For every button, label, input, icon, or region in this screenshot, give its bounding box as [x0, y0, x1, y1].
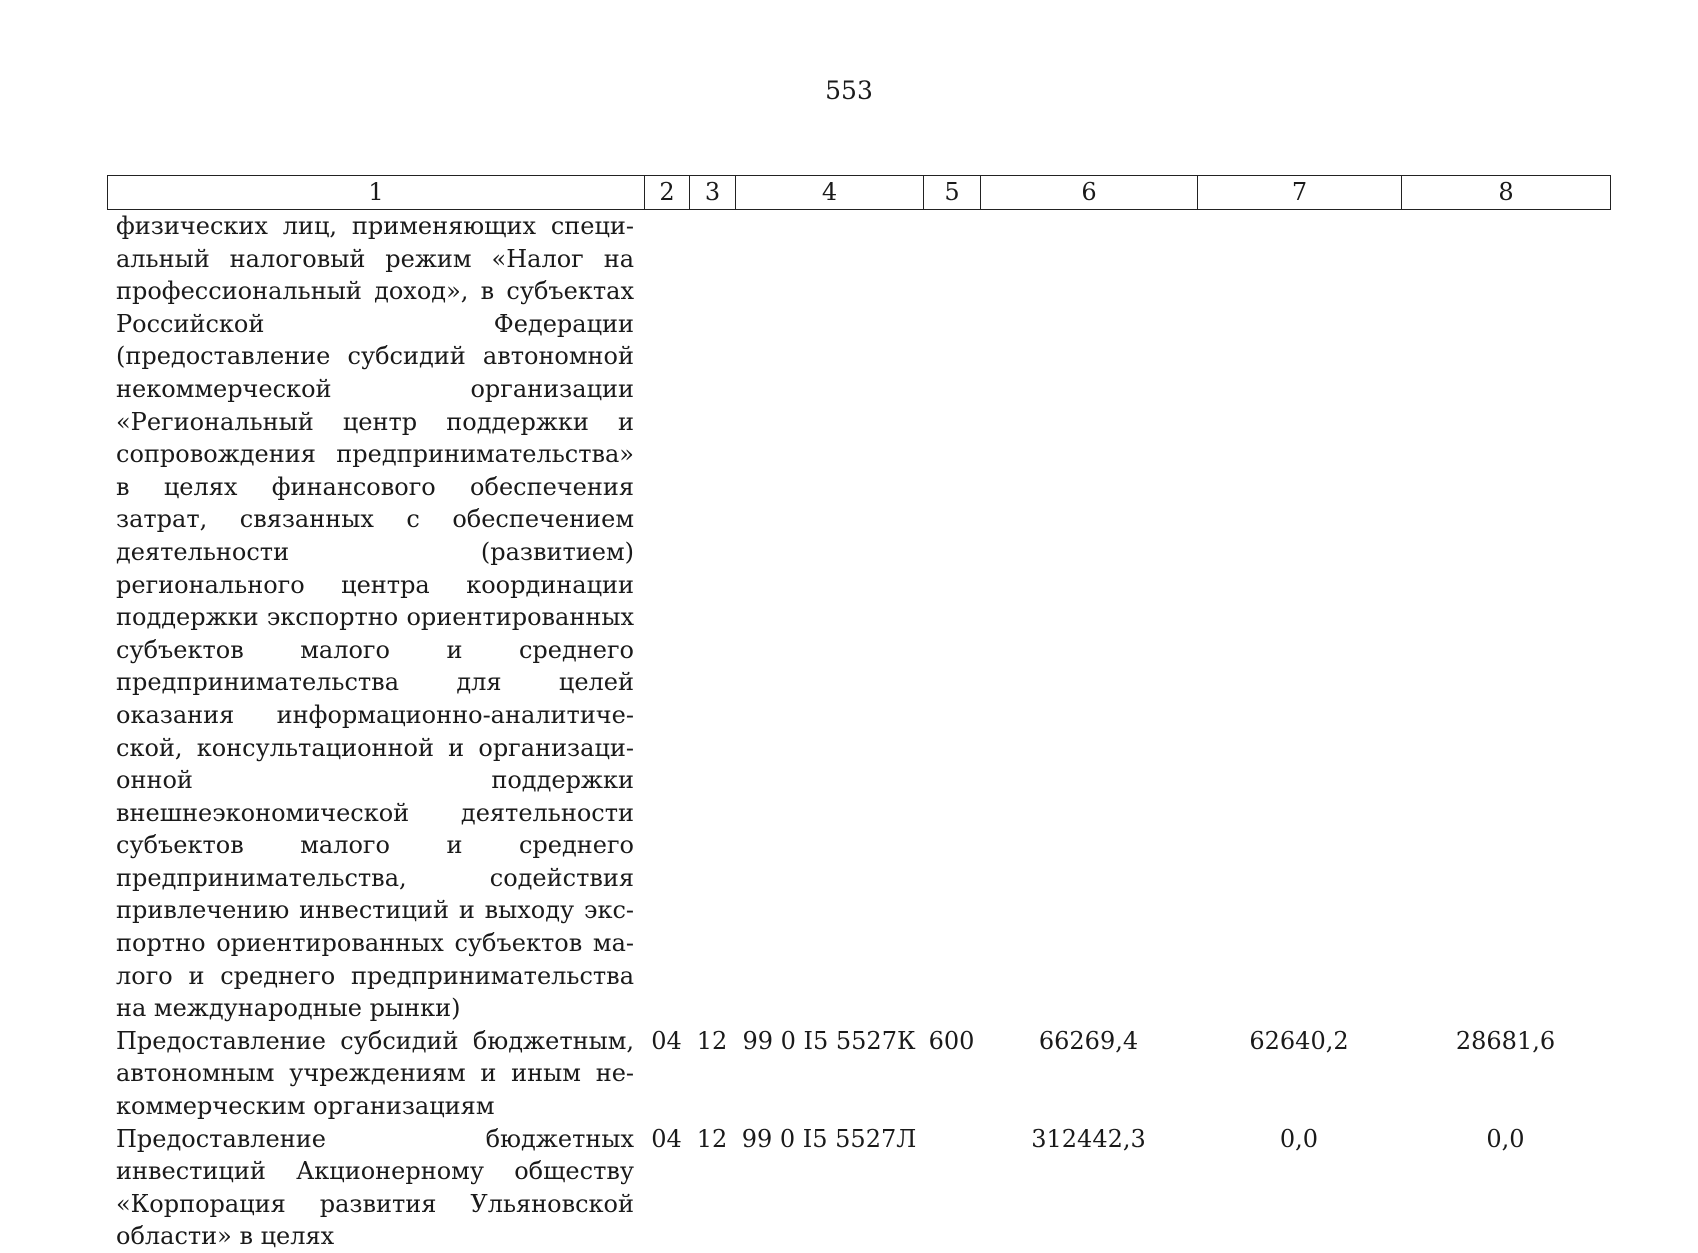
row-subsection: [689, 210, 735, 1025]
row-description: Предоставление субсидий бюджетным, автономным учреждениям и иным некоммерческим организациям: [116, 1026, 634, 1121]
row-section: 04: [651, 1026, 682, 1055]
table-row: [107, 210, 1610, 1025]
row-expense-type: 600: [928, 1026, 975, 1055]
row-target-code: [735, 210, 923, 1025]
header-col-4: 4: [736, 176, 924, 210]
header-row: [108, 176, 1611, 210]
row-amount-year2: 0,0: [1279, 1124, 1319, 1153]
row-expense-type: [923, 1123, 980, 1253]
table-row: [107, 1123, 1610, 1253]
row-amount-year3: [1401, 210, 1610, 1025]
row-amount-year1: [980, 210, 1197, 1025]
row-description: Предоставление бюджетных инвестиций Акционерному обществу «Корпорация развития Ульяновской области» в целях: [116, 1124, 634, 1251]
row-description: физических лиц, применяющих специальный налоговый режим «Налог на профессиональный доход», в субъектах Российской Федерации (предоставление субсидий автономной некоммерческой организации «Региональный центр поддержки и сопровождения предпринимательства» в целях финансового обеспечения затрат, связанных с обеспечением деятельности (развитием) регионального центра координации поддержки экспортно ориентированных субъектов малого и среднего предпринимательства для целей оказания информационно-аналитической, консультационной и организационной поддержки внешнеэкономической деятельности субъектов малого и среднего предпринимательства, содействия привлечению инвестиций и выходу экспортно ориентированных субъектов малого и среднего предпринимательства на международные рынки): [116, 212, 634, 1023]
column-header-table: [107, 175, 1611, 210]
row-section: [644, 210, 689, 1025]
header-col-3: 3: [690, 176, 736, 210]
table-row: [107, 1025, 1610, 1123]
row-section: 04: [651, 1124, 682, 1153]
row-amount-year2: [1197, 210, 1401, 1025]
row-target-code: 99 0 I5 5527К: [742, 1026, 916, 1055]
page-number: 553: [825, 76, 873, 105]
row-amount-year2: 62640,2: [1249, 1026, 1349, 1055]
row-subsection: 12: [696, 1124, 728, 1153]
row-amount-year3: 28681,6: [1455, 1026, 1556, 1055]
header-col-1: 1: [108, 176, 645, 210]
row-amount-year1: 312442,3: [1031, 1124, 1146, 1153]
header-col-6: 6: [981, 176, 1198, 210]
header-col-5: 5: [924, 176, 981, 210]
row-amount-year1: 66269,4: [1038, 1026, 1139, 1055]
row-expense-type: [923, 210, 980, 1025]
header-col-8: 8: [1402, 176, 1611, 210]
header-col-2: 2: [645, 176, 690, 210]
row-subsection: 12: [696, 1026, 728, 1055]
row-target-code: 99 0 I5 5527Л: [741, 1124, 917, 1153]
row-amount-year3: 0,0: [1486, 1124, 1525, 1153]
budget-table-body: [107, 210, 1610, 1253]
header-col-7: 7: [1198, 176, 1402, 210]
